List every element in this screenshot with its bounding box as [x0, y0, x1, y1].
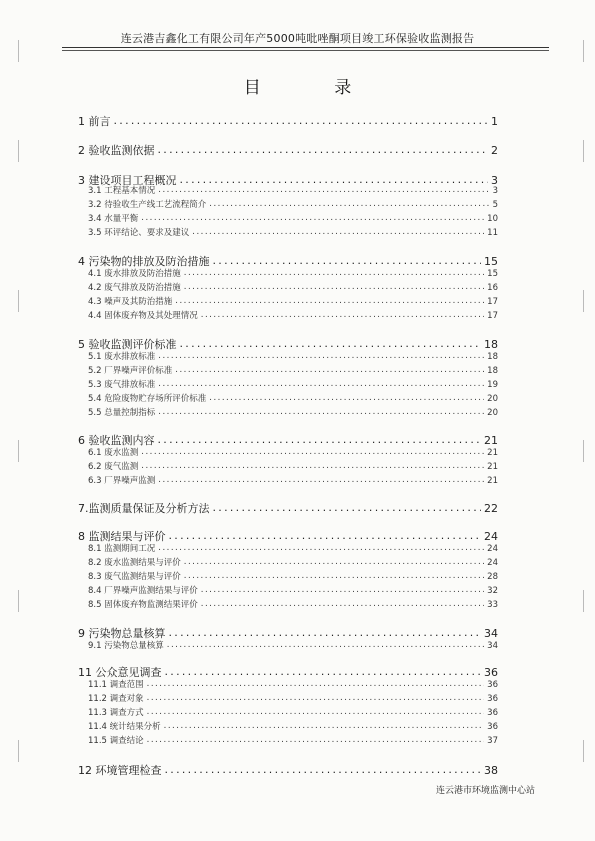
toc-leader-dots [184, 571, 484, 580]
toc-page-number: 33 [487, 600, 498, 610]
toc-leader-dots [180, 173, 489, 184]
toc-page-number: 32 [487, 586, 498, 596]
toc-entry-label: 5.2 厂界噪声评价标准 [88, 366, 173, 376]
toc-leader-dots [180, 337, 482, 348]
toc-entry-label: 11.4 统计结果分析 [88, 722, 161, 732]
toc-entry-label: 8.5 固体废弃物监测结果评价 [88, 600, 198, 610]
toc-leader-dots [201, 310, 484, 319]
toc-entry-label: 4.4 固体废弃物及其处理情况 [88, 311, 198, 321]
toc-leader-dots [147, 693, 485, 702]
toc-leader-dots [165, 665, 482, 676]
toc-section-entry[interactable] [88, 460, 498, 472]
toc-page-number: 18 [487, 366, 498, 376]
toc-section-entry[interactable] [88, 212, 498, 224]
toc-section-entry[interactable] [88, 598, 498, 610]
scan-edge-mark [583, 590, 584, 612]
toc-entry-label: 7.监测质量保证及分析方法 [78, 502, 210, 515]
toc-entry-label: 8 监测结果与评价 [78, 530, 166, 543]
toc-leader-dots [175, 365, 484, 374]
toc-section-entry[interactable] [88, 570, 498, 582]
scan-edge-mark [583, 40, 584, 62]
toc-leader-dots [213, 254, 482, 265]
toc-entry-label: 9 污染物总量核算 [78, 627, 166, 640]
toc-leader-dots [158, 433, 482, 444]
toc-entry-label: 9.1 污染物总量核算 [88, 641, 164, 651]
toc-chapter-entry[interactable] [78, 762, 498, 778]
toc-page-number: 18 [484, 338, 498, 351]
toc-entry-label: 1 前言 [78, 115, 111, 128]
toc-page-number: 36 [487, 680, 498, 690]
toc-page-number: 34 [484, 627, 498, 640]
toc-leader-dots [158, 407, 484, 416]
toc-leader-dots [201, 599, 484, 608]
toc-page-number: 20 [487, 394, 498, 404]
running-header: 连云港吉鑫化工有限公司年产5000吨吡唑酮项目竣工环保验收监测报告 [120, 32, 475, 45]
toc-page-number: 36 [487, 694, 498, 704]
toc-page-number: 21 [484, 434, 498, 447]
toc-page-number: 21 [487, 448, 498, 458]
toc-page-number: 20 [487, 408, 498, 418]
toc-leader-dots [201, 585, 484, 594]
toc-leader-dots [114, 114, 489, 125]
toc-page-number: 15 [484, 255, 498, 268]
toc-leader-dots [184, 268, 484, 277]
toc-leader-dots [175, 296, 484, 305]
toc-chapter-entry[interactable] [78, 142, 498, 158]
toc-section-entry[interactable] [88, 474, 498, 486]
toc-section-entry[interactable] [88, 584, 498, 596]
toc-leader-dots [164, 721, 485, 730]
toc-page-number: 19 [487, 380, 498, 390]
toc-section-entry[interactable] [88, 226, 498, 238]
toc-entry-label: 6.3 厂界噪声监测 [88, 476, 156, 486]
toc-section-entry[interactable] [88, 392, 498, 404]
toc-section-entry[interactable] [88, 184, 498, 196]
toc-leader-dots [141, 461, 484, 470]
toc-entry-label: 4.1 废水排放及防治措施 [88, 269, 181, 279]
toc-page-number: 22 [484, 502, 498, 515]
toc-entry-label: 11 公众意见调查 [78, 666, 162, 679]
toc-leader-dots [158, 351, 484, 360]
toc-section-entry[interactable] [88, 406, 498, 418]
toc-entry-label: 8.2 废水监测结果与评价 [88, 558, 181, 568]
toc-page-number: 24 [487, 544, 498, 554]
toc-page-number: 24 [484, 530, 498, 543]
toc-page-number: 15 [487, 269, 498, 279]
toc-section-entry[interactable] [88, 556, 498, 568]
toc-leader-dots [169, 626, 482, 637]
toc-leader-dots [184, 557, 484, 566]
header-rule-thin [62, 50, 549, 51]
toc-section-entry[interactable] [88, 198, 498, 210]
toc-leader-dots [147, 735, 485, 744]
toc-section-entry[interactable] [88, 350, 498, 362]
toc-entry-label: 5.4 危险废物贮存场所评价标准 [88, 394, 207, 404]
toc-entry-label: 3.4 水量平衡 [88, 214, 139, 224]
scan-edge-mark [583, 140, 584, 162]
toc-entry-label: 4.2 废气排放及防治措施 [88, 283, 181, 293]
toc-entry-label: 3.1 工程基本情况 [88, 186, 156, 196]
toc-leader-dots [209, 199, 489, 208]
toc-section-entry[interactable] [88, 678, 498, 690]
toc-entry-label: 12 环境管理检查 [78, 764, 162, 777]
toc-page-number: 37 [487, 736, 498, 746]
toc-entry-label: 3 建设项目工程概况 [78, 174, 177, 187]
toc-entry-label: 6.2 废气监测 [88, 462, 139, 472]
toc-leader-dots [158, 143, 489, 154]
toc-page-number: 3 [492, 186, 498, 196]
header-rule [62, 47, 549, 48]
scan-edge-mark [583, 740, 584, 762]
toc-entry-label: 5.3 废气排放标准 [88, 380, 156, 390]
toc-section-entry[interactable] [88, 446, 498, 458]
scan-edge-mark [18, 440, 19, 462]
toc-leader-dots [147, 707, 485, 716]
toc-leader-dots [165, 763, 482, 774]
toc-page-number: 38 [484, 764, 498, 777]
toc-page-number: 16 [487, 283, 498, 293]
toc-entry-label: 11.5 调查结论 [88, 736, 144, 746]
toc-entry-label: 5 验收监测评价标准 [78, 338, 177, 351]
toc-section-entry[interactable] [88, 720, 498, 732]
toc-entry-label: 6.1 废水监测 [88, 448, 139, 458]
toc-entry-label: 2 验收监测依据 [78, 144, 155, 157]
toc-entry-label: 5.5 总量控制指标 [88, 408, 156, 418]
toc-section-entry[interactable] [88, 378, 498, 390]
toc-page-number: 3 [491, 174, 498, 187]
toc-page-number: 36 [487, 722, 498, 732]
toc-entry-label: 11.2 调查对象 [88, 694, 144, 704]
toc-leader-dots [141, 213, 484, 222]
toc-leader-dots [167, 640, 484, 649]
toc-leader-dots [184, 282, 484, 291]
scan-edge-mark [18, 740, 19, 762]
toc-section-entry[interactable] [88, 734, 498, 746]
toc-leader-dots [141, 447, 484, 456]
scan-edge-mark [18, 590, 19, 612]
toc-leader-dots [213, 501, 482, 512]
toc-leader-dots [158, 475, 484, 484]
scan-edge-mark [18, 290, 19, 312]
toc-section-entry[interactable] [88, 639, 498, 651]
toc-page-number: 34 [487, 641, 498, 651]
toc-entry-label: 11.1 调查范围 [88, 680, 144, 690]
toc-title: 目 录 [243, 78, 386, 98]
toc-entry-label: 5.1 废水排放标准 [88, 352, 156, 362]
toc-leader-dots [158, 379, 484, 388]
toc-entry-label: 11.3 调查方式 [88, 708, 144, 718]
toc-page-number: 18 [487, 352, 498, 362]
toc-leader-dots [158, 185, 489, 194]
toc-section-entry[interactable] [88, 542, 498, 554]
toc-leader-dots [169, 529, 482, 540]
scan-edge-mark [583, 290, 584, 312]
toc-page-number: 24 [487, 558, 498, 568]
toc-section-entry[interactable] [88, 267, 498, 279]
toc-page-number: 28 [487, 572, 498, 582]
toc-entry-label: 3.5 环评结论、要求及建议 [88, 228, 190, 238]
toc-page-number: 36 [487, 708, 498, 718]
toc-entry-label: 3.2 待验收生产线工艺流程简介 [88, 200, 207, 210]
toc-page-number: 36 [484, 666, 498, 679]
toc-section-entry[interactable] [88, 706, 498, 718]
scan-edge-mark [583, 440, 584, 462]
toc-entry-label: 4 污染物的排放及防治措施 [78, 255, 210, 268]
scan-edge-mark [18, 140, 19, 162]
toc-page-number: 5 [492, 200, 498, 210]
toc-section-entry[interactable] [88, 295, 498, 307]
footer-organization: 连云港市环境监测中心站 [436, 786, 536, 796]
scan-edge-mark [18, 40, 19, 62]
toc-leader-dots [158, 543, 484, 552]
toc-leader-dots [209, 393, 484, 402]
toc-entry-label: 8.4 厂界噪声监测结果与评价 [88, 586, 198, 596]
toc-section-entry[interactable] [88, 309, 498, 321]
toc-page-number: 2 [491, 144, 498, 157]
toc-page-number: 10 [487, 214, 498, 224]
toc-section-entry[interactable] [88, 281, 498, 293]
toc-page-number: 11 [487, 228, 498, 238]
toc-page-number: 17 [487, 297, 498, 307]
toc-section-entry[interactable] [88, 692, 498, 704]
toc-page-number: 21 [487, 462, 498, 472]
toc-leader-dots [147, 679, 485, 688]
toc-leader-dots [192, 227, 484, 236]
toc-page-number: 17 [487, 311, 498, 321]
toc-chapter-entry[interactable] [78, 113, 498, 129]
toc-chapter-entry[interactable] [78, 500, 498, 516]
toc-entry-label: 8.1 监测期间工况 [88, 544, 156, 554]
toc-entry-label: 4.3 噪声及其防治措施 [88, 297, 173, 307]
toc-page-number: 1 [491, 115, 498, 128]
toc-entry-label: 8.3 废气监测结果与评价 [88, 572, 181, 582]
toc-section-entry[interactable] [88, 364, 498, 376]
toc-page-number: 21 [487, 476, 498, 486]
toc-entry-label: 6 验收监测内容 [78, 434, 155, 447]
